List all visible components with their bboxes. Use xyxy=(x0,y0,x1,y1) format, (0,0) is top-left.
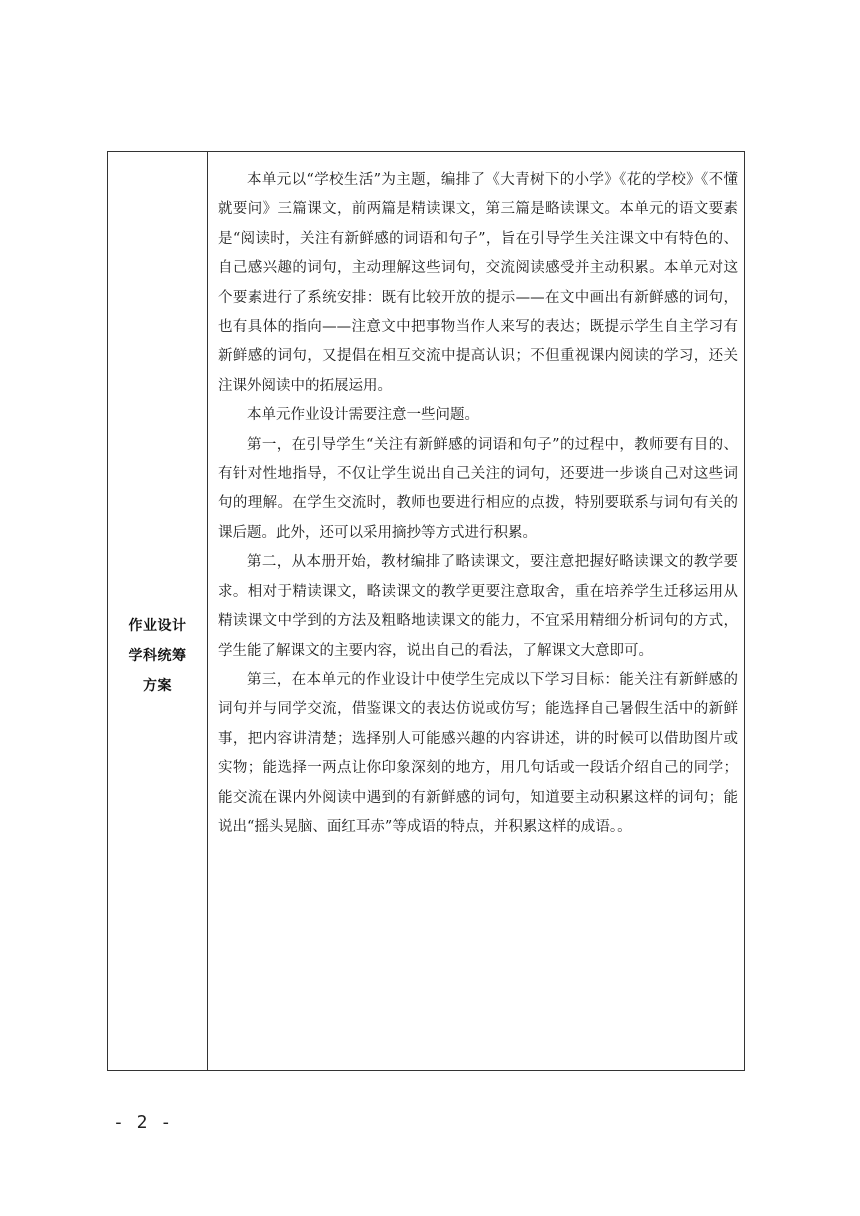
row-label-line-2: 学科统筹 xyxy=(128,648,187,664)
row-content-cell xyxy=(208,152,744,1070)
paragraph-point-two: 第二，从本册开始，教材编排了略读课文，要注意把握好略读课文的教学要求。相对于精读课文，略读课文的教学更要注意取舍，重在培养学生迁移运用从精读课文中学到的方法及粗略地读课文的能力，不宜采用精细分析词句的方式，学生能了解课文的主要内容，说出自己的看法，了解课文大意即可。 xyxy=(218,554,738,659)
paragraph-unit-overview: 本单元以“学校生活”为主题，编排了《大青树下的小学》《花的学校》《不懂就要问》三篇课文，前两篇是精读课文，第三篇是略读课文。本单元的语文要素是“阅读时，关注有新鲜感的词语和句子”，旨在引导学生关注课文中有特色的、自己感兴趣的词句，主动理解这些词句，交流阅读感受并主动积累。本单元对这个要素进行了系统安排：既有比较开放的提示——在文中画出有新鲜感的词句，也有具体的指向——注意文中把事物当作人来写的表达；既提示学生自主学习有新鲜感的词句，又提倡在相互交流中提高认识；不但重视课内阅读的学习，还关注课外阅读中的拓展运用。 xyxy=(218,172,738,394)
document-table xyxy=(107,151,745,1071)
paragraph-design-notes: 本单元作业设计需要注意一些问题。 xyxy=(247,407,479,424)
row-label-line-3: 方案 xyxy=(143,678,172,694)
page-number: - 2 - xyxy=(113,1112,173,1133)
paragraph-point-three: 第三，在本单元的作业设计中使学生完成以下学习目标：能关注有新鲜感的词句并与同学交流，借鉴课文的表达仿说或仿写；能选择自己暑假生活中的新鲜事，把内容讲清楚；选择别人可能感兴趣的内容讲述，讲的时候可以借助图片或实物；能选择一两点让你印象深刻的地方，用几句话或一段话介绍自己的同学；能交流在课内外阅读中遇到的有新鲜感的词句，知道要主动积累这样的词句；能说出“摇头晃脑、面红耳赤”等成语的特点，并积累这样的成语。。 xyxy=(218,671,738,835)
row-label-cell xyxy=(108,152,208,1070)
row-label-line-1: 作业设计 xyxy=(128,618,187,634)
paragraph-point-one: 第一，在引导学生“关注有新鲜感的词语和句子”的过程中，教师要有目的、有针对性地指导，不仅让学生说出自己关注的词句，还要进一步谈自己对这些词句的理解。在学生交流时，教师也要进行相应的点拨，特别要联系与词句有关的课后题。此外，还可以采用摘抄等方式进行积累。 xyxy=(218,436,738,541)
